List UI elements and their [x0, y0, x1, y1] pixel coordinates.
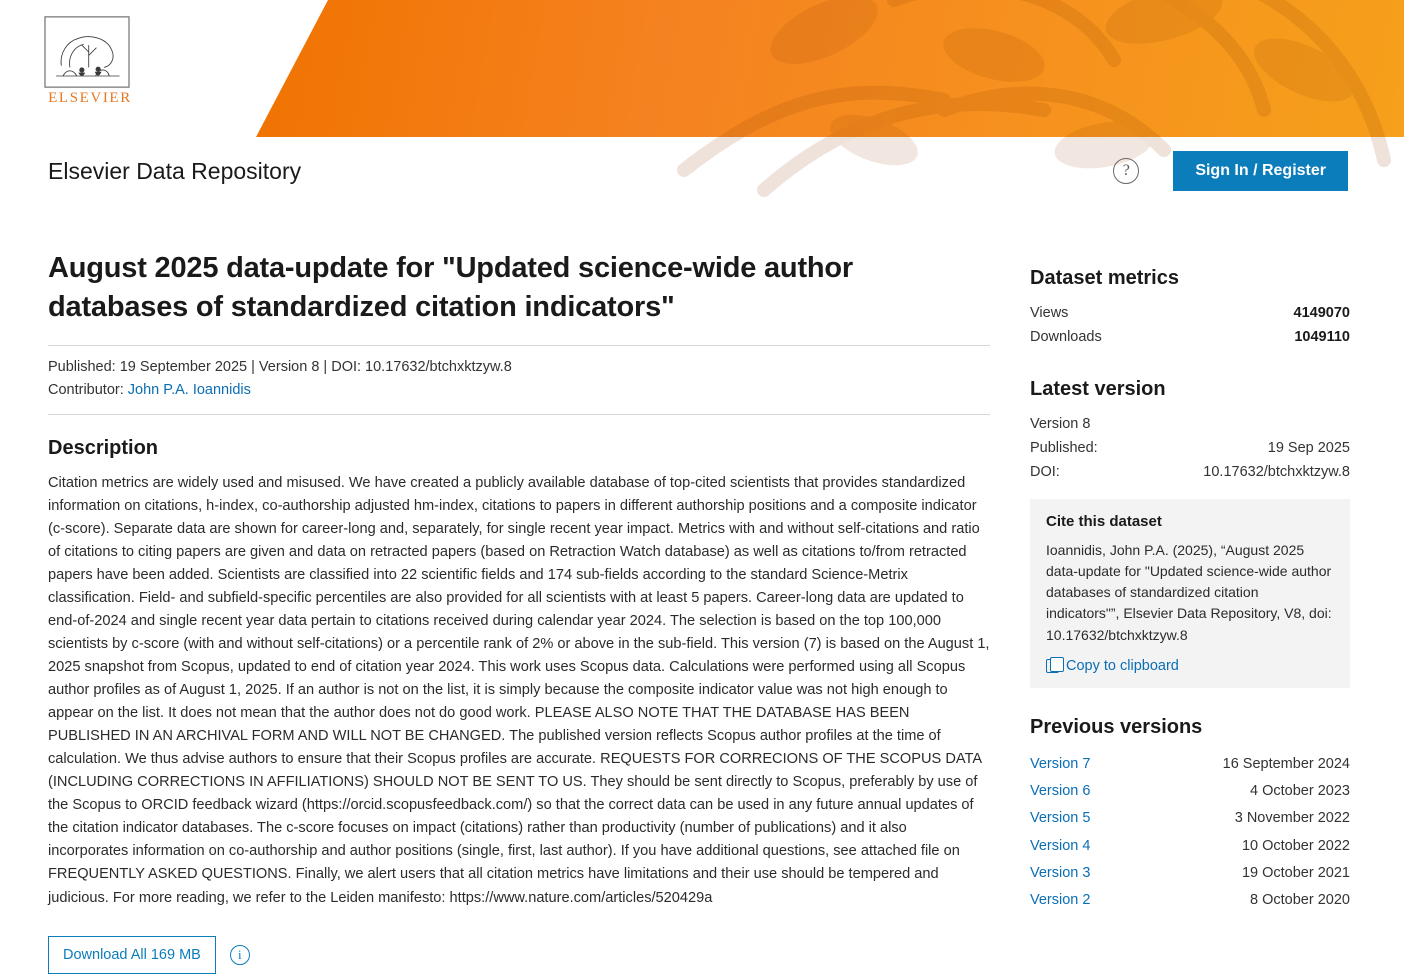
- published-label: Published:: [1030, 439, 1098, 456]
- previous-version-row: [1030, 778, 1350, 805]
- previous-version-date: 4 October 2023: [1250, 783, 1350, 800]
- previous-version-row: [1030, 860, 1350, 887]
- previous-version-date: 3 November 2022: [1234, 810, 1350, 827]
- doi-value: 10.17632/btchxktzyw.8: [1203, 463, 1350, 480]
- page-content: [0, 205, 1404, 974]
- contributor-label: Contributor:: [48, 382, 124, 399]
- latest-version-number: Version 8: [1030, 415, 1091, 432]
- latest-version-doi-row: [1030, 461, 1350, 485]
- leaf-pattern-decoration: [644, 0, 1404, 190]
- copy-to-clipboard-button[interactable]: [1046, 658, 1334, 674]
- latest-version-published-row: [1030, 437, 1350, 461]
- sign-in-register-button[interactable]: Sign In / Register: [1173, 151, 1348, 191]
- contributor-link[interactable]: John P.A. Ioannidis: [127, 382, 251, 399]
- metric-label: Downloads: [1030, 328, 1102, 345]
- latest-version-heading: Latest version: [1030, 377, 1166, 400]
- metric-value: 4149070: [1293, 305, 1350, 321]
- previous-version-row: [1030, 833, 1350, 860]
- citation-text: Ioannidis, John P.A. (2025), “August 2025 data-update for "Updated science-wide author databases of standardized citation indicators"”, Elsevier Data Repository, V8, doi: 10.17632/btchxktzyw.8: [1046, 541, 1332, 643]
- previous-version-link[interactable]: Version 4: [1030, 837, 1091, 854]
- previous-version-date: 10 October 2022: [1241, 837, 1350, 854]
- elsevier-wordmark: ELSEVIER: [48, 90, 132, 106]
- cite-dataset-heading: Cite this dataset: [1046, 512, 1162, 530]
- page-banner: [0, 0, 1404, 137]
- download-info-icon[interactable]: i: [230, 945, 250, 965]
- previous-version-link[interactable]: Version 6: [1030, 783, 1091, 800]
- previous-version-link[interactable]: Version 3: [1030, 864, 1091, 881]
- help-icon[interactable]: ?: [1113, 158, 1139, 184]
- doi-label: DOI:: [1030, 463, 1060, 480]
- previous-version-row: [1030, 887, 1350, 914]
- metric-row: [1030, 326, 1350, 350]
- metric-value: 1049110: [1294, 328, 1350, 345]
- metric-row: [1030, 302, 1350, 326]
- metric-label: Views: [1030, 305, 1069, 321]
- published-value: 19 Sep 2025: [1267, 439, 1350, 456]
- previous-version-date: 19 October 2021: [1241, 864, 1350, 881]
- previous-version-link[interactable]: Version 5: [1030, 810, 1091, 827]
- download-all-button[interactable]: Download All 169 MB: [48, 936, 216, 974]
- contributor-row: [48, 379, 990, 402]
- previous-versions-heading: Previous versions: [1030, 715, 1203, 738]
- previous-version-link[interactable]: Version 2: [1030, 892, 1091, 909]
- copy-icon: [1046, 659, 1059, 673]
- previous-version-date: 8 October 2020: [1250, 892, 1350, 909]
- dataset-metrics-heading: Dataset metrics: [1030, 267, 1179, 289]
- description-heading: Description: [48, 436, 159, 459]
- sidebar: [1030, 205, 1350, 974]
- cite-dataset-box: [1030, 499, 1350, 688]
- dataset-meta-line: Published: 19 September 2025 | Version 8 | DOI: 10.17632/btchxktzyw.8: [48, 359, 512, 376]
- download-row: [48, 936, 990, 974]
- page-title: August 2025 data-update for "Updated science-wide author databases of standardized citation indicators": [48, 252, 854, 324]
- main-column: [48, 205, 990, 974]
- previous-version-date: 16 September 2024: [1222, 755, 1350, 772]
- site-title: Elsevier Data Repository: [48, 157, 302, 184]
- previous-version-row: [1030, 751, 1350, 778]
- dataset-meta: [48, 345, 990, 414]
- description-text: Citation metrics are widely used and misused. We have created a publicly available database of top-cited scientists that provides standardized information on citations, h-index, co-authorship adjusted hm-index, citations to papers in different authorship positions and a composite indicator (c-score). Separate data are shown for career-long and, separately, for single recent year impact. Metrics with and without self-citations and ratio of citations to citing papers are given and data on retracted papers (based on Retraction Watch database) as well as citations to/from retracted papers have been added. Scientists are classified into 22 scientific fields and 174 sub-fields according to the standard Science-Metrix classification. Field- and subfield-specific percentiles are also provided for all scientists with at least 5 papers. Career-long data are updated to end-of-2024 and single recent year data pertain to citations received during calendar year 2024. The selection is based on the top 100,000 scientists by c-score (with and without self-citations) or a percentile rank of 2% or above in the sub-field. This version (7) is based on the August 1, 2025 snapshot from Scopus, updated to end of citation year 2024. This work uses Scopus data. Calculations were performed using all Scopus author profiles as of August 1, 2025. If an author is not on the list, it is simply because the composite indicator value was not high enough to appear on the list. It does not mean that the author does not do good work. PLEASE ALSO NOTE THAT THE DATABASE HAS BEEN PUBLISHED IN AN ARCHIVAL FORM AND WILL NOT BE CHANGED. The published version reflects Scopus author profiles at the time of calculation. We thus advise authors to ensure that their Scopus profiles are accurate. REQUESTS FOR CORRECIONS OF THE SCOPUS DATA (INCLUDING CORRECTIONS IN AFFILIATIONS) SHOULD NOT BE SENT TO US. They should be sent directly to Scopus, preferably by use of the Scopus to ORCID feedback wizard (https://orcid.scopusfeedback.com/) so that the correct data can be used in any future annual updates of the citation indicator databases. The c-score focuses on impact (citations) rather than productivity (number of publications) and it also incorporates information on co-authorship and author positions (single, first, last author). If you have additional questions, see attached file on FREQUENTLY ASKED QUESTIONS. Finally, we alert users that all citation metrics have limitations and their use should be tempered and judicious. For more reading, we refer to the Leiden manifesto: https://www.nature.com/articles/520429a: [48, 474, 990, 906]
- elsevier-tree-icon: [44, 16, 130, 88]
- previous-version-row: [1030, 805, 1350, 832]
- elsevier-logo[interactable]: [44, 16, 136, 107]
- previous-version-link[interactable]: Version 7: [1030, 755, 1091, 772]
- copy-to-clipboard-label: Copy to clipboard: [1066, 657, 1179, 674]
